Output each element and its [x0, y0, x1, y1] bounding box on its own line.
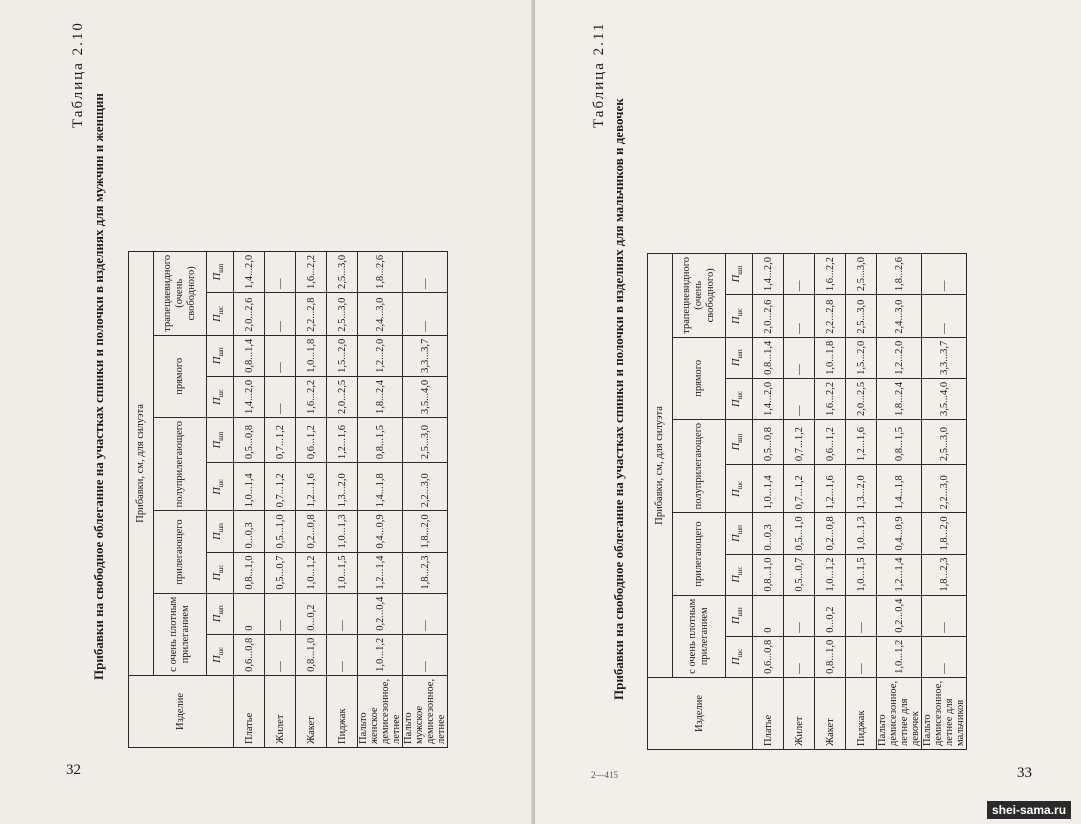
table-cell: 3,3...3,7 — [403, 335, 448, 376]
subcolumn-header: $П_{шп}$ — [726, 419, 753, 464]
table-cell: 1,8...2,6 — [877, 253, 922, 294]
table-cell: 1,3...2,0 — [846, 465, 877, 513]
table-row — [327, 251, 358, 747]
left-page — [0, 0, 535, 824]
table-cell: 1,0...1,5 — [327, 552, 358, 593]
column-header-item: Изделие — [129, 675, 234, 747]
table-cell: — — [265, 634, 296, 675]
table-cell: 1,0...1,2 — [358, 634, 403, 675]
table-row — [358, 251, 403, 747]
subcolumn-header: $П_{шс}$ — [726, 295, 753, 338]
table-cell: 1,8...2,0 — [922, 513, 967, 554]
table-cell: — — [265, 593, 296, 634]
table-cell: 1,8...2,4 — [358, 376, 403, 417]
table-caption: Таблица 2.11 — [591, 21, 607, 128]
table-cell: 0...0,3 — [753, 513, 784, 554]
table-cell: 1,8...2,3 — [922, 554, 967, 595]
table-cell: — — [784, 378, 815, 419]
subcolumn-header: $П_{шс}$ — [207, 293, 234, 336]
table-cell: — — [846, 595, 877, 636]
table-cell: 0,5...0,7 — [265, 552, 296, 593]
table-cell: 0,8...1,5 — [877, 419, 922, 464]
table-title: Прибавки на свободное облегание на участках спинки и полочки в изделиях для мальчиков и девочек — [611, 98, 626, 700]
table-cell: 2,5...3,0 — [846, 295, 877, 338]
table-cell: 1,4...1,8 — [877, 465, 922, 513]
table-cell: — — [327, 593, 358, 634]
table-row — [234, 251, 265, 747]
table-cell: 1,2...1,6 — [327, 417, 358, 462]
page-number: 33 — [1017, 765, 1032, 781]
row-label: Жилет — [784, 677, 815, 749]
table-cell: 1,8...2,6 — [358, 251, 403, 292]
table-cell: 1,4...2,0 — [753, 253, 784, 294]
table-cell: 0,5...0,8 — [753, 419, 784, 464]
table-cell: 1,6...2,2 — [296, 251, 327, 292]
table-caption: Таблица 2.10 — [70, 21, 86, 128]
table-cell: — — [403, 593, 448, 634]
table-cell: 1,0...1,2 — [815, 554, 846, 595]
table-cell: 1,6...2,2 — [296, 376, 327, 417]
subcolumn-header: $П_{шс}$ — [726, 378, 753, 419]
row-label: Жилет — [265, 675, 296, 747]
table-cell: 1,3...2,0 — [327, 463, 358, 511]
table-cell: 1,2...2,0 — [877, 337, 922, 378]
subcolumn-header: $П_{шп}$ — [207, 511, 234, 552]
subcolumn-header: $П_{шс}$ — [207, 634, 234, 675]
subcolumn-header: $П_{шс}$ — [726, 636, 753, 677]
subcolumn-header: $П_{шп}$ — [726, 253, 753, 294]
table-cell: 2,4...3,0 — [877, 295, 922, 338]
row-label: Пальто мужское демисезонное, летнее — [403, 675, 448, 747]
table-cell: 1,5...2,0 — [327, 335, 358, 376]
table-cell: — — [784, 636, 815, 677]
table-row — [922, 253, 967, 749]
silhouette-header: прямого — [673, 337, 726, 419]
right-page — [535, 0, 1081, 824]
table-cell: — — [784, 253, 815, 294]
table-cell: 1,0...1,5 — [846, 554, 877, 595]
table-cell: 0,5...0,8 — [234, 417, 265, 462]
table-cell: — — [784, 595, 815, 636]
table-cell: 1,6...2,2 — [815, 378, 846, 419]
subcolumn-header: $П_{шс}$ — [207, 376, 234, 417]
silhouette-header: трапециевидного (очень свободного) — [154, 251, 207, 335]
table-cell: 0 — [234, 593, 265, 634]
row-label: Платье — [234, 675, 265, 747]
table-cell: 1,2...1,4 — [358, 552, 403, 593]
table-cell: 2,0...2,5 — [846, 378, 877, 419]
table-cell: 1,4...2,0 — [234, 376, 265, 417]
table-cell: 1,0...1,2 — [877, 636, 922, 677]
table-cell: 2,4...3,0 — [358, 293, 403, 336]
table-cell: 0...0,3 — [234, 511, 265, 552]
table-cell: 1,0...1,4 — [753, 465, 784, 513]
table-cell: — — [327, 634, 358, 675]
silhouette-header: прилегающего — [673, 513, 726, 595]
silhouette-header: полуприлегающего — [673, 419, 726, 512]
table-2-11 — [647, 253, 967, 750]
table-title: Прибавки на свободное облегание на участках спинки и полочки в изделиях для мужчин и женщин — [91, 93, 106, 680]
table-cell: — — [265, 251, 296, 292]
watermark: shei-sama.ru — [987, 801, 1071, 819]
page-number: 32 — [66, 762, 81, 778]
table-row — [403, 251, 448, 747]
table-cell: 2,5...3,0 — [327, 293, 358, 336]
table-cell: 3,5...4,0 — [922, 378, 967, 419]
table-cell: 0,5...0,7 — [784, 554, 815, 595]
column-group-header: Прибавки, см, для силуэта — [129, 251, 154, 675]
table-cell: — — [265, 335, 296, 376]
table-row — [753, 253, 784, 749]
table-cell: 1,0...1,2 — [296, 552, 327, 593]
table-cell: — — [265, 376, 296, 417]
silhouette-header: с очень плотным прилеганием — [154, 593, 207, 675]
table-cell: 1,0...1,3 — [846, 513, 877, 554]
silhouette-header: прилегающего — [154, 511, 207, 593]
table-cell: 0,6...1,2 — [815, 419, 846, 464]
table-cell: 0,6...0,8 — [753, 636, 784, 677]
table-cell: 0,2...0,4 — [877, 595, 922, 636]
table-cell: — — [265, 293, 296, 336]
table-cell: 0,5...1,0 — [265, 511, 296, 552]
table-cell: — — [922, 595, 967, 636]
table-cell: 1,2...1,6 — [846, 419, 877, 464]
table-cell: — — [784, 295, 815, 338]
silhouette-header: полуприлегающего — [154, 417, 207, 510]
row-label: Пиджак — [327, 675, 358, 747]
subcolumn-header: $П_{шп}$ — [207, 335, 234, 376]
subcolumn-header: $П_{шп}$ — [207, 593, 234, 634]
silhouette-header: прямого — [154, 335, 207, 417]
table-row — [877, 253, 922, 749]
table-cell: 1,4...2,0 — [753, 378, 784, 419]
table-cell: 3,3...3,7 — [922, 337, 967, 378]
table-row — [784, 253, 815, 749]
table-cell: 0,7...1,2 — [265, 417, 296, 462]
table-cell: 1,2...1,6 — [296, 463, 327, 511]
table-cell: 2,2...2,8 — [296, 293, 327, 336]
table-row — [815, 253, 846, 749]
table-cell: 0,8...1,0 — [753, 554, 784, 595]
table-cell: 1,8...2,3 — [403, 552, 448, 593]
row-label: Пиджак — [846, 677, 877, 749]
subcolumn-header: $П_{шс}$ — [207, 463, 234, 511]
table-cell: 1,2...1,6 — [815, 465, 846, 513]
table-cell: 3,5...4,0 — [403, 376, 448, 417]
table-cell: 1,2...2,0 — [358, 335, 403, 376]
silhouette-header: с очень плотным прилеганием — [673, 595, 726, 677]
table-cell: — — [922, 253, 967, 294]
table-cell: — — [922, 636, 967, 677]
table-cell: 2,5...3,0 — [327, 251, 358, 292]
subcolumn-header: $П_{шп}$ — [207, 417, 234, 462]
table-cell: 0,7...1,2 — [265, 463, 296, 511]
table-cell: 2,5...3,0 — [922, 419, 967, 464]
table-cell: 0,2...0,8 — [296, 511, 327, 552]
table-row — [296, 251, 327, 747]
row-label: Жакет — [296, 675, 327, 747]
table-cell: — — [403, 634, 448, 675]
data-table — [647, 253, 967, 750]
subcolumn-header: $П_{шс}$ — [726, 465, 753, 513]
table-row — [846, 253, 877, 749]
table-cell: 0,6...0,8 — [234, 634, 265, 675]
subcolumn-header: $П_{шп}$ — [207, 251, 234, 292]
table-cell: 0,7...1,2 — [784, 465, 815, 513]
table-cell: 2,0...2,6 — [234, 293, 265, 336]
printer-signature: 2—415 — [591, 770, 618, 780]
table-cell: 1,0...1,8 — [815, 337, 846, 378]
table-cell: 0,8...1,4 — [753, 337, 784, 378]
table-cell: 2,5...3,0 — [846, 253, 877, 294]
table-cell: 1,0...1,4 — [234, 463, 265, 511]
subcolumn-header: $П_{шп}$ — [726, 513, 753, 554]
table-cell: 0,8...1,0 — [234, 552, 265, 593]
table-cell: — — [846, 636, 877, 677]
subcolumn-header: $П_{шс}$ — [207, 552, 234, 593]
data-table — [128, 251, 448, 748]
table-cell: 1,6...2,2 — [815, 253, 846, 294]
subcolumn-header: $П_{шп}$ — [726, 337, 753, 378]
table-cell: 0,8...1,5 — [358, 417, 403, 462]
subcolumn-header: $П_{шп}$ — [726, 595, 753, 636]
table-cell: 1,2...1,4 — [877, 554, 922, 595]
table-cell: 0,7...1,2 — [784, 419, 815, 464]
table-cell: 0...0,2 — [815, 595, 846, 636]
table-cell: 0,5...1,0 — [784, 513, 815, 554]
table-cell: 1,0...1,8 — [296, 335, 327, 376]
table-cell: 2,0...2,6 — [753, 295, 784, 338]
table-cell: 0,2...0,8 — [815, 513, 846, 554]
table-cell: 0,4...0,9 — [877, 513, 922, 554]
table-cell: 2,2...3,0 — [403, 463, 448, 511]
table-cell: — — [922, 295, 967, 338]
table-cell: 1,8...2,4 — [877, 378, 922, 419]
table-cell: 1,4...2,0 — [234, 251, 265, 292]
table-cell: 0,2...0,4 — [358, 593, 403, 634]
table-cell: — — [403, 293, 448, 336]
table-cell: — — [784, 337, 815, 378]
column-header-item: Изделие — [648, 677, 753, 749]
row-label: Пальто демисезонное, летнее для девочек — [877, 677, 922, 749]
table-2-10 — [128, 251, 448, 748]
column-group-header: Прибавки, см, для силуэта — [648, 253, 673, 677]
row-label: Пальто демисезонное, летнее для мальчиков — [922, 677, 967, 749]
table-cell: 0,6...1,2 — [296, 417, 327, 462]
table-cell: 0...0,2 — [296, 593, 327, 634]
table-cell: 2,2...2,8 — [815, 295, 846, 338]
row-label: Пальто женское демисезонное, летнее — [358, 675, 403, 747]
table-cell: 1,5...2,0 — [846, 337, 877, 378]
table-cell: 1,4...1,8 — [358, 463, 403, 511]
table-row — [265, 251, 296, 747]
table-cell: 2,0...2,5 — [327, 376, 358, 417]
table-cell: 1,0...1,3 — [327, 511, 358, 552]
table-cell: 1,8...2,0 — [403, 511, 448, 552]
silhouette-header: трапециевидного (очень свободного) — [673, 253, 726, 337]
table-cell: 2,5...3,0 — [403, 417, 448, 462]
table-cell: — — [403, 251, 448, 292]
subcolumn-header: $П_{шс}$ — [726, 554, 753, 595]
row-label: Платье — [753, 677, 784, 749]
table-cell: 0 — [753, 595, 784, 636]
table-cell: 0,8...1,0 — [296, 634, 327, 675]
table-cell: 0,4...0,9 — [358, 511, 403, 552]
table-cell: 0,8...1,0 — [815, 636, 846, 677]
table-cell: 2,2...3,0 — [922, 465, 967, 513]
table-cell: 0,8...1,4 — [234, 335, 265, 376]
row-label: Жакет — [815, 677, 846, 749]
